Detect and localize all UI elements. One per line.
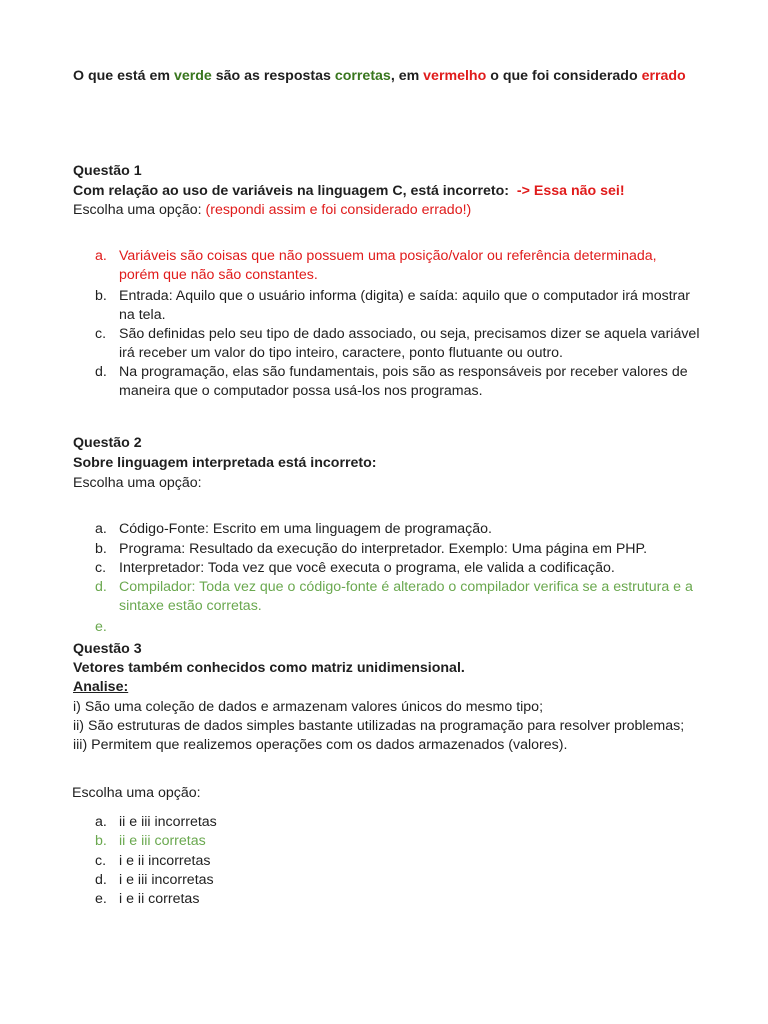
option-text: Programa: Resultado da execução do interpretador. Exemplo: Uma página em PHP. (119, 541, 648, 557)
question-2-statement: Sobre linguagem interpretada está incorreto: (73, 455, 377, 471)
legend-green-word: verde (173, 68, 212, 84)
option-letter: a. (95, 814, 107, 830)
option-letter: b. (95, 288, 107, 304)
q2-option-b[interactable] (95, 540, 647, 559)
option-letter: e. (95, 891, 107, 907)
question-2-choose: Escolha uma opção: (73, 475, 202, 491)
choose-label: Escolha uma opção: (73, 202, 206, 218)
q1-option-a[interactable] (95, 247, 657, 285)
question-1-title: Questão 1 (73, 163, 142, 179)
q3-option-c[interactable] (95, 852, 210, 871)
legend-line (73, 67, 686, 86)
option-text-cont: porém que não são constantes. (119, 267, 318, 283)
option-text: Código-Fonte: Escrito em uma linguagem de programação. (119, 521, 493, 537)
q2-option-e[interactable] (95, 618, 119, 637)
option-letter: c. (95, 326, 107, 342)
question-3-title: Questão 3 (73, 641, 142, 657)
question-2-title: Questão 2 (73, 435, 142, 451)
option-text: Interpretador: Toda vez que você executa o programa, ele valida a codificação. (119, 560, 615, 576)
choose-note: (respondi assim e foi considerado errado!) (205, 202, 472, 218)
option-letter: b. (95, 833, 107, 849)
option-letter: d. (95, 872, 107, 888)
q2-option-a[interactable] (95, 520, 492, 539)
option-letter: d. (95, 579, 107, 595)
option-letter: c. (95, 853, 107, 869)
analise-item-2: ii) São estruturas de dados simples bastante utilizadas na programação para resolver problemas; (73, 718, 685, 734)
analise-item-1: i) São uma coleção de dados e armazenam valores únicos do mesmo tipo; (73, 699, 544, 715)
legend-text: O que está em (73, 68, 174, 84)
option-letter: a. (95, 521, 107, 537)
option-letter: d. (95, 364, 107, 380)
q3-option-e[interactable] (95, 890, 199, 909)
legend-text: são as respostas (211, 68, 335, 84)
q3-option-a[interactable] (95, 813, 217, 832)
option-letter: a. (95, 248, 107, 264)
legend-correct-word: corretas (334, 68, 391, 84)
analise-item-3: iii) Permitem que realizemos operações com os dados armazenados (valores). (73, 737, 568, 753)
option-text-cont: na tela. (119, 307, 166, 323)
question-3-statement: Vetores também conhecidos como matriz unidimensional. (73, 660, 465, 676)
q2-option-d[interactable] (95, 578, 693, 616)
option-text: i e ii incorretas (119, 853, 211, 869)
legend-text: , em (390, 68, 424, 84)
option-text: Entrada: Aquilo que o usuário informa (digita) e saída: aquilo que o computador irá mostrar (119, 288, 690, 304)
option-text: i e ii corretas (119, 891, 200, 907)
option-text-cont: irá receber um valor do tipo inteiro, caractere, ponto flutuante ou outro. (119, 345, 564, 361)
option-text: i e iii incorretas (119, 872, 214, 888)
option-letter: e. (95, 619, 107, 635)
statement-note: -> Essa não sei! (516, 183, 625, 199)
option-text: ii e iii incorretas (119, 814, 217, 830)
q1-option-b[interactable] (95, 287, 690, 325)
option-text: São definidas pelo seu tipo de dado associado, ou seja, precisamos dizer se aquela variável (119, 326, 700, 342)
q1-option-d[interactable] (95, 363, 688, 401)
q2-option-c[interactable] (95, 559, 615, 578)
legend-red-word: vermelho (423, 68, 487, 84)
question-3-analise: Analise: (73, 679, 129, 695)
option-text: Compilador: Toda vez que o código-fonte é alterado o compilador verifica se a estrutura e a (119, 579, 693, 595)
question-1-statement (73, 182, 625, 201)
q3-option-d[interactable] (95, 871, 214, 890)
question-3-choose: Escolha uma opção: (72, 785, 201, 801)
q3-option-b[interactable] (95, 832, 206, 851)
option-text-cont: sintaxe estão corretas. (119, 598, 262, 614)
option-text: ii e iii corretas (119, 833, 206, 849)
statement-text: Com relação ao uso de variáveis na linguagem C, está incorreto: (73, 183, 510, 199)
question-1-choose (73, 201, 471, 220)
legend-text: o que foi considerado (486, 68, 642, 84)
q1-option-c[interactable] (95, 325, 699, 363)
option-text-cont: maneira que o computador possa usá-los nos programas. (119, 383, 483, 399)
option-text: Variáveis são coisas que não possuem uma posição/valor ou referência determinada, (119, 248, 657, 264)
option-text: Na programação, elas são fundamentais, pois são as responsáveis por receber valores de (119, 364, 688, 380)
legend-wrong-word: errado (641, 68, 686, 84)
option-letter: b. (95, 541, 107, 557)
option-letter: c. (95, 560, 107, 576)
